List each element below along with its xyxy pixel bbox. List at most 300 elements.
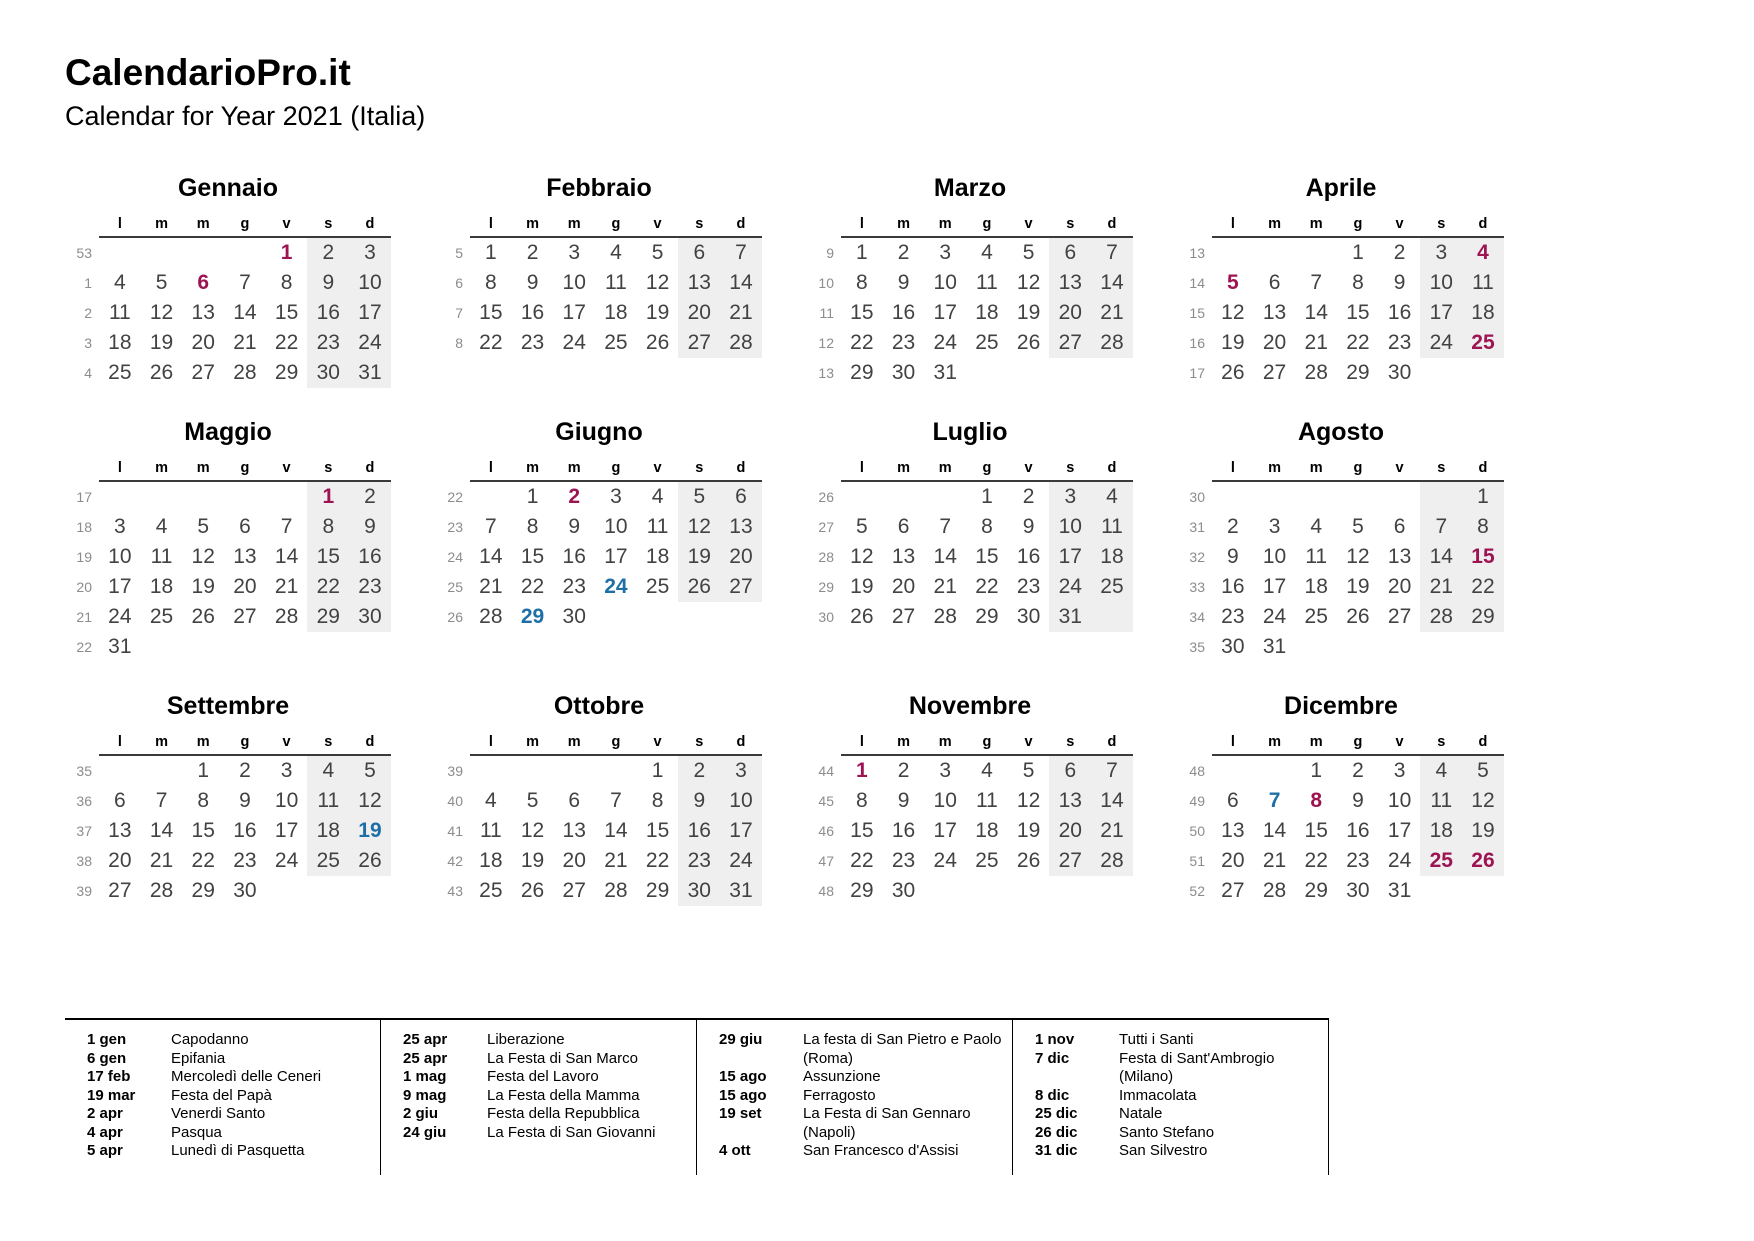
date-cell: 11 [307,786,349,816]
legend-label: La Festa della Mamma [487,1086,640,1104]
date-cell: 10 [1387,789,1412,812]
date-cell: 9 [239,789,251,812]
date-cell: 16 [562,545,586,568]
date-cell [966,876,1008,906]
date-cell: 22 [191,849,215,872]
date-cell: 17 [1387,819,1412,842]
date-cell [182,632,224,662]
date-cell: 11 [479,819,502,842]
week-number: 17 [76,489,92,505]
date-cell: 13 [1387,545,1412,568]
month-table [1178,456,1504,662]
date-cell: 30 [307,358,349,388]
day-header: m [553,456,595,482]
legend-entry [1035,1031,1320,1050]
legend-date: 26 dic [1035,1123,1078,1141]
date-cell: 24 [1262,605,1287,628]
date-cell: 10 [720,786,762,816]
date-cell: 12 [1016,789,1041,812]
day-header: m [553,212,595,238]
week-number: 39 [76,883,92,899]
legend-entry [87,1124,372,1143]
date-cell: 15 [191,819,215,842]
date-cell: 22 [307,572,349,602]
date-cell: 13 [720,512,762,542]
date-cell: 7 [720,238,762,268]
date-cell: 4 [307,756,349,786]
date-cell [637,602,679,632]
week-number: 39 [447,763,463,779]
month-table [807,212,1133,388]
date-cell: 24 [1049,572,1091,602]
date-cell: 29 [1304,879,1328,902]
date-cell: 14 [720,268,762,298]
legend-date: 31 dic [1035,1142,1078,1159]
date-cell: 23 [1221,605,1245,628]
date-cell: 29 [1346,361,1370,384]
date-cell: 5 [1022,759,1035,782]
date-cell: 22 [479,331,503,354]
month-table [436,212,762,358]
date-cell: 7 [1420,512,1462,542]
legend-label: San Silvestro [1119,1142,1208,1159]
date-cell: 14 [1420,542,1462,572]
date-cell: 3 [568,241,581,264]
date-cell: 17 [108,575,132,598]
date-cell [1420,358,1462,388]
week-number: 52 [1189,883,1205,899]
date-cell: 21 [1420,572,1462,602]
week-number: 44 [818,763,834,779]
legend-dot-wrap [149,1105,171,1111]
date-cell: 23 [233,849,257,872]
date-cell: 23 [1016,575,1041,598]
date-cell: 8 [526,515,539,538]
month-table [65,730,391,906]
legend-label: La festa di San Pietro e Paolo (Roma) [803,1031,1002,1067]
week-number: 8 [455,335,463,351]
date-cell: 1 [197,759,210,782]
date-cell: 24 [1420,328,1462,358]
date-cell: 14 [1091,786,1133,816]
month-giugno [436,418,762,632]
date-cell: 3 [114,515,126,538]
date-cell: 7 [610,789,622,812]
legend-dot-wrap [149,1087,171,1093]
date-cell: 28 [479,605,503,628]
legend-column [697,1020,1013,1175]
date-cell: 27 [1387,605,1412,628]
day-header: g [595,212,637,238]
date-cell [224,632,266,662]
date-cell [470,482,512,512]
date-cell: 25 [604,331,628,354]
day-header: v [266,730,308,756]
date-cell: 27 [1049,328,1091,358]
date-cell: 19 [678,542,720,572]
date-cell: 14 [933,545,957,568]
holiday-legend [65,1018,1329,1175]
date-cell: 19 [645,301,670,324]
date-cell: 1 [856,241,868,264]
date-cell: 21 [1091,298,1133,328]
date-cell [1212,238,1254,268]
month-luglio [807,418,1133,632]
date-cell: 20 [678,298,720,328]
date-cell: 24 [604,575,628,598]
legend-date: 1 gen [87,1031,127,1048]
date-cell: 9 [678,786,720,816]
week-number: 26 [818,489,834,505]
week-number: 18 [76,519,92,535]
date-cell [349,632,391,662]
legend-date: 4 ott [719,1142,751,1159]
date-cell: 6 [114,789,126,812]
date-cell [1254,482,1296,512]
date-cell: 23 [891,849,916,872]
month-table [436,730,762,906]
date-cell: 11 [150,545,173,568]
month-settembre [65,692,391,906]
day-header: m [512,212,554,238]
date-cell: 10 [562,271,586,294]
day-header: m [883,730,925,756]
legend-dot-wrap [465,1031,487,1037]
day-header: s [678,456,720,482]
day-header: l [470,730,512,756]
week-number: 25 [447,579,463,595]
date-cell: 29 [274,361,299,384]
date-cell: 23 [562,575,586,598]
legend-label: Santo Stefano [1119,1123,1215,1141]
day-header: v [1008,212,1050,238]
date-cell: 25 [307,846,349,876]
date-cell: 5 [1022,241,1035,264]
week-number: 33 [1189,579,1205,595]
day-header: g [1337,456,1379,482]
date-cell: 16 [1221,575,1245,598]
date-cell [1337,482,1379,512]
date-cell: 5 [1462,756,1504,786]
date-cell: 3 [1420,238,1462,268]
day-header: m [1295,730,1337,756]
date-cell: 10 [108,545,132,568]
date-cell: 15 [850,301,874,324]
legend-date: 15 ago [719,1068,767,1085]
month-ottobre [436,692,762,906]
date-cell: 25 [108,361,132,384]
date-cell: 21 [479,575,503,598]
week-number: 40 [447,793,463,809]
date-cell: 27 [1221,879,1245,902]
date-cell: 11 [976,789,998,812]
legend-entry [1035,1087,1320,1106]
legend-date: 1 mag [403,1068,447,1085]
date-cell: 24 [933,331,957,354]
date-cell [1008,358,1050,388]
day-header: m [141,456,183,482]
date-cell: 20 [1049,298,1091,328]
date-cell: 4 [610,241,622,264]
date-cell: 31 [108,635,132,658]
day-header: d [720,212,762,238]
date-cell: 14 [1091,268,1133,298]
week-number: 37 [76,823,92,839]
week-number: 32 [1189,549,1205,565]
day-header: s [1049,456,1091,482]
date-cell: 13 [1221,819,1245,842]
legend-date: 8 dic [1035,1086,1070,1104]
date-cell: 23 [891,331,916,354]
date-cell: 26 [1221,361,1245,384]
date-cell: 24 [1387,849,1412,872]
week-number: 38 [76,853,92,869]
date-cell: 27 [562,879,586,902]
date-cell: 20 [891,575,916,598]
date-cell: 24 [562,331,586,354]
day-header: s [307,456,349,482]
date-cell: 3 [349,238,391,268]
date-cell: 24 [274,849,299,872]
date-cell [1462,632,1504,662]
date-cell: 15 [645,819,670,842]
legend-date: 29 giu [719,1031,763,1048]
date-cell: 12 [191,545,215,568]
date-cell: 26 [850,605,874,628]
date-cell: 1 [280,241,293,264]
date-cell: 1 [307,482,349,512]
legend-dot-wrap [1097,1087,1119,1093]
date-cell: 15 [1304,819,1328,842]
date-cell: 29 [520,605,545,628]
week-number-corner [436,456,470,482]
legend-entry [719,1105,1004,1142]
date-cell [1212,756,1254,786]
week-number: 29 [818,579,834,595]
date-cell: 21 [149,849,174,872]
day-header: m [512,456,554,482]
date-cell: 7 [939,515,952,538]
date-cell: 8 [651,789,664,812]
legend-dot-wrap [1097,1031,1119,1037]
date-cell: 27 [891,605,916,628]
date-cell: 3 [1268,515,1281,538]
date-cell [141,632,183,662]
date-cell: 10 [933,789,957,812]
week-number: 6 [455,275,463,291]
date-cell: 16 [891,819,916,842]
month-dicembre [1178,692,1504,906]
day-header: v [266,456,308,482]
date-cell [1462,876,1504,906]
date-cell: 6 [1393,515,1406,538]
month-title: Settembre [166,692,290,720]
page-subtitle: Calendar for Year 2021 (Italia) [65,101,426,131]
day-header: m [512,730,554,756]
date-cell: 31 [1387,879,1412,902]
date-cell: 29 [1462,602,1504,632]
week-number-corner [807,730,841,756]
page-header [65,52,1754,132]
date-cell: 4 [1310,515,1323,538]
legend-label: Mercoledì delle Ceneri [171,1068,322,1085]
date-cell: 13 [233,545,257,568]
date-cell [349,876,391,906]
date-cell: 7 [1091,238,1133,268]
date-cell: 18 [975,301,999,324]
date-cell: 23 [307,328,349,358]
day-header: v [637,456,679,482]
day-header: m [141,212,183,238]
week-number: 21 [76,609,92,625]
date-cell: 12 [349,786,391,816]
date-cell: 30 [678,876,720,906]
week-number-corner [65,456,99,482]
legend-label: Ferragosto [803,1086,876,1104]
date-cell [841,482,883,512]
date-cell: 28 [604,879,628,902]
date-cell: 6 [720,482,762,512]
legend-dot-wrap [781,1142,803,1148]
date-cell: 24 [349,328,391,358]
site-logo-title[interactable]: CalendarioPro.it [65,52,351,93]
date-cell: 31 [720,876,762,906]
date-cell: 23 [349,572,391,602]
date-cell: 8 [485,271,497,294]
week-number-corner [436,212,470,238]
date-cell [966,358,1008,388]
date-cell: 5 [1227,271,1239,294]
date-cell: 6 [239,515,251,538]
date-cell: 8 [1462,512,1504,542]
date-cell [1337,632,1379,662]
date-cell: 12 [520,819,545,842]
legend-label: Tutti i Santi [1119,1031,1194,1048]
date-cell: 6 [1049,756,1091,786]
date-cell: 7 [155,789,168,812]
week-number-corner [1178,730,1212,756]
date-cell [1379,482,1421,512]
date-cell: 5 [197,515,210,538]
date-cell: 24 [108,605,132,628]
week-number: 17 [1189,365,1205,381]
date-cell: 18 [1420,816,1462,846]
week-number: 43 [447,883,463,899]
date-cell: 25 [975,331,999,354]
legend-entry [403,1068,688,1087]
week-number-corner [807,212,841,238]
date-cell: 26 [520,879,545,902]
date-cell: 5 [651,241,664,264]
legend-entry [87,1105,372,1124]
date-cell: 21 [933,575,957,598]
date-cell: 27 [191,361,215,384]
date-cell: 8 [197,789,210,812]
date-cell: 27 [108,879,132,902]
month-table [1178,212,1504,388]
date-cell: 2 [239,759,251,782]
legend-entry [87,1031,372,1050]
month-febbraio [436,174,762,358]
week-number: 41 [447,823,463,839]
date-cell: 22 [1304,849,1328,872]
month-table [65,456,391,662]
month-table [65,212,391,388]
date-cell: 7 [485,515,497,538]
day-header: l [841,730,883,756]
date-cell: 8 [307,512,349,542]
date-cell: 17 [562,301,586,324]
date-cell: 18 [1304,575,1328,598]
week-number: 48 [1189,763,1205,779]
week-number: 45 [818,793,834,809]
date-cell: 9 [1393,271,1406,294]
date-cell: 4 [981,241,993,264]
date-cell: 13 [1049,786,1091,816]
legend-entry [403,1087,688,1106]
day-header: d [349,212,391,238]
day-header: l [470,212,512,238]
date-cell [141,482,183,512]
date-cell: 22 [645,849,670,872]
day-header: l [1212,456,1254,482]
date-cell: 18 [604,301,628,324]
month-title: Ottobre [553,692,645,720]
date-cell: 3 [1049,482,1091,512]
day-header: d [1091,730,1133,756]
date-cell: 6 [1049,238,1091,268]
legend-dot-wrap [465,1105,487,1111]
legend-dot-wrap [781,1031,803,1037]
legend-dot-wrap [1097,1142,1119,1148]
date-cell: 4 [485,789,497,812]
legend-date: 6 gen [87,1049,127,1067]
legend-label: Liberazione [487,1031,565,1048]
legend-label: Venerdi Santo [171,1105,266,1122]
date-cell: 8 [280,271,293,294]
legend-date: 2 giu [403,1105,439,1122]
date-cell: 20 [1387,575,1412,598]
legend-dot-wrap [1097,1105,1119,1111]
date-cell: 6 [568,789,581,812]
week-number: 27 [818,519,834,535]
date-cell: 7 [1091,756,1133,786]
legend-entry [87,1142,372,1161]
week-number: 30 [1189,489,1205,505]
week-number: 51 [1189,853,1205,869]
date-cell: 12 [1221,301,1245,324]
week-number-corner [807,456,841,482]
legend-dot-wrap [465,1124,487,1130]
date-cell [182,238,224,268]
date-cell: 16 [1016,545,1041,568]
week-number: 48 [818,883,834,899]
day-header: g [224,730,266,756]
legend-entry [87,1068,372,1087]
legend-dot-wrap [781,1105,803,1111]
date-cell: 28 [1091,328,1133,358]
day-header: g [595,730,637,756]
date-cell: 22 [975,575,999,598]
date-cell: 31 [933,361,957,384]
day-header: d [349,730,391,756]
date-cell: 5 [856,515,868,538]
date-cell: 13 [191,301,215,324]
date-cell: 26 [678,572,720,602]
date-cell [470,756,512,786]
date-cell: 31 [349,358,391,388]
date-cell: 16 [1346,819,1370,842]
